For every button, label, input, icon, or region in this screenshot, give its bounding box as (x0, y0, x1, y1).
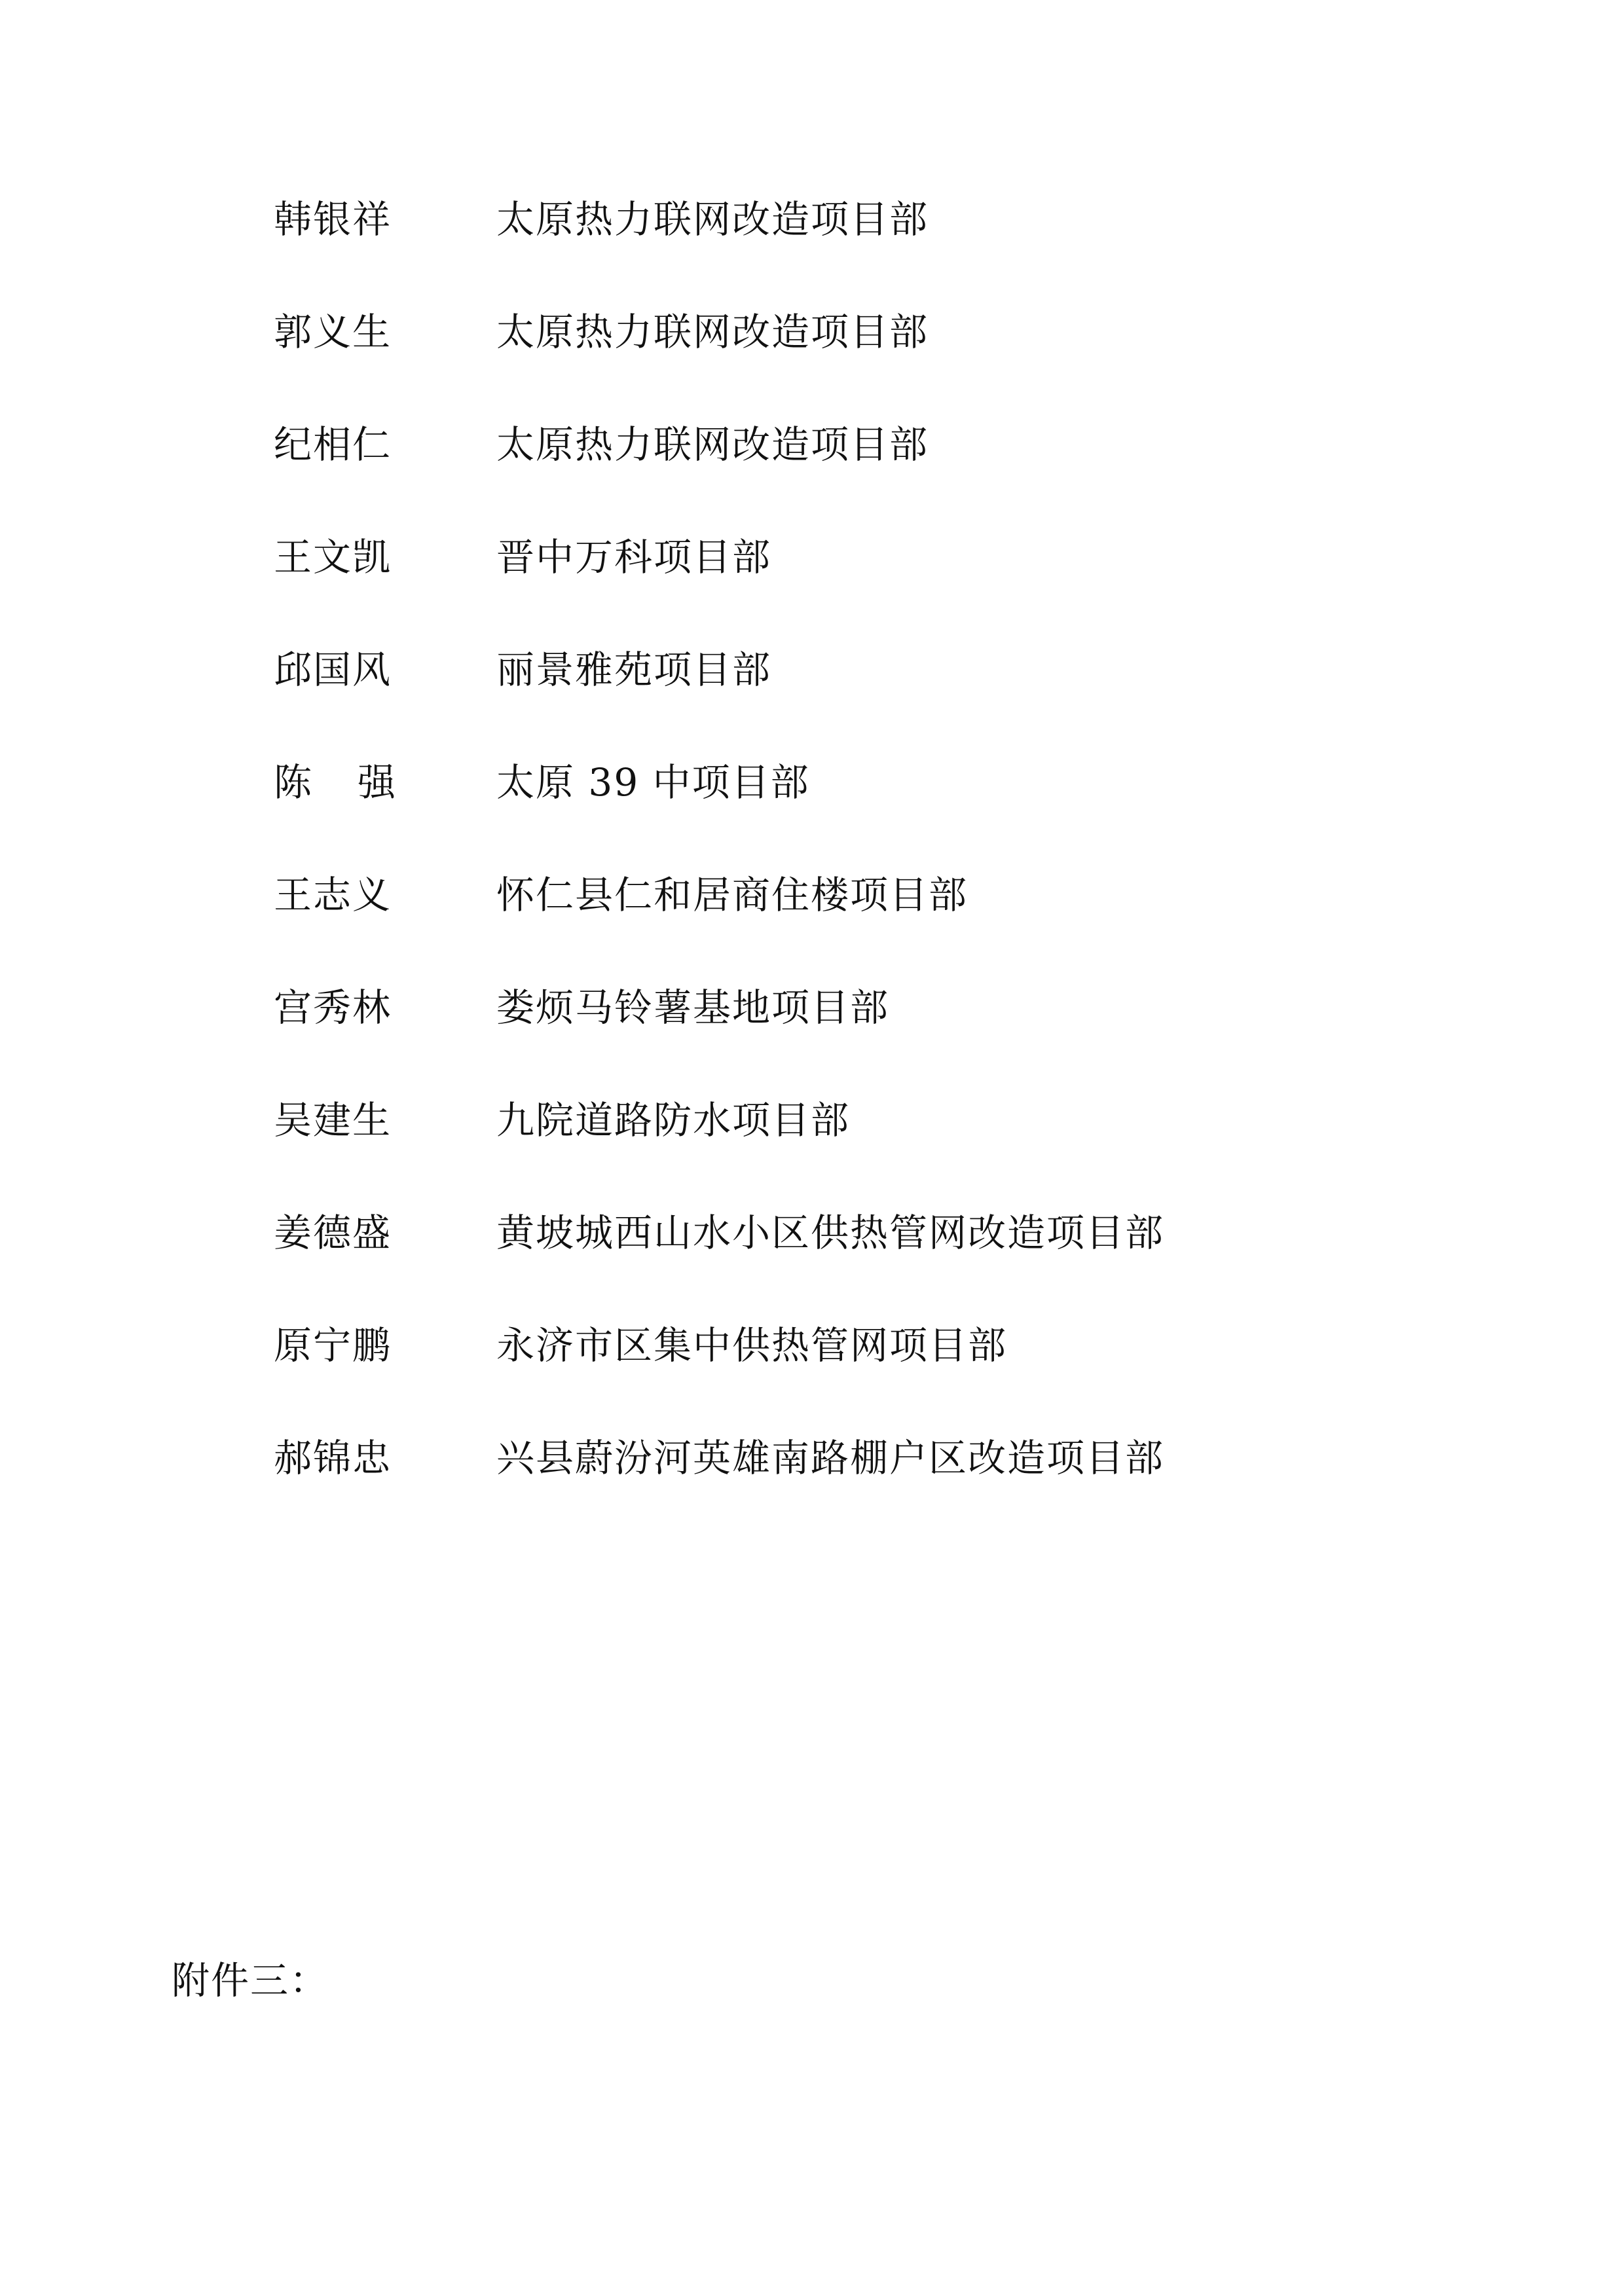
attachment-heading: 附件三： (172, 1958, 329, 2003)
list-item (274, 190, 1387, 302)
person-name: 吴建生 (274, 1098, 392, 1142)
project-name: 娄烦马铃薯基地项目部 (496, 985, 890, 1030)
person-name-surname: 陈 (274, 760, 314, 805)
list-item (274, 528, 1387, 640)
person-name: 姜德盛 (274, 1211, 392, 1255)
person-name: 郭义生 (274, 310, 392, 354)
project-name: 太原热力联网改造项目部 (496, 422, 929, 467)
list-item (274, 640, 1387, 753)
project-name: 丽景雅苑项目部 (496, 647, 772, 692)
person-name: 原宁鹏 (274, 1323, 392, 1368)
project-name: 晋中万科项目部 (496, 535, 772, 579)
person-name: 韩银祥 (274, 197, 392, 242)
person-name-given: 强 (357, 760, 397, 805)
list-item (274, 978, 1387, 1091)
project-name: 永济市区集中供热管网项目部 (496, 1323, 1008, 1368)
person-name (274, 753, 397, 812)
project-name: 九院道路防水项目部 (496, 1098, 851, 1142)
project-name: 太原热力联网改造项目部 (496, 310, 929, 354)
project-name: 怀仁县仁和居商住楼项目部 (496, 873, 969, 917)
person-name: 邱国风 (274, 647, 392, 692)
person-name: 王文凯 (274, 535, 392, 579)
person-name: 纪相仁 (274, 422, 392, 467)
project-name: 太原 39 中项目部 (496, 760, 810, 805)
list-item (274, 866, 1387, 978)
list-item (274, 415, 1387, 528)
person-name: 郝锦忠 (274, 1436, 392, 1480)
personnel-list (274, 190, 1387, 1541)
list-item (274, 1316, 1387, 1429)
list-item (274, 1429, 1387, 1541)
list-item (274, 1091, 1387, 1203)
project-name: 太原热力联网改造项目部 (496, 197, 929, 242)
project-name: 黄坡城西山水小区供热管网改造项目部 (496, 1211, 1165, 1255)
list-item (274, 302, 1387, 415)
person-name: 王志义 (274, 873, 392, 917)
project-name: 兴县蔚汾河英雄南路棚户区改造项目部 (496, 1436, 1165, 1480)
person-name: 宫秀林 (274, 985, 392, 1030)
list-item (274, 1203, 1387, 1316)
list-item (274, 753, 1387, 866)
